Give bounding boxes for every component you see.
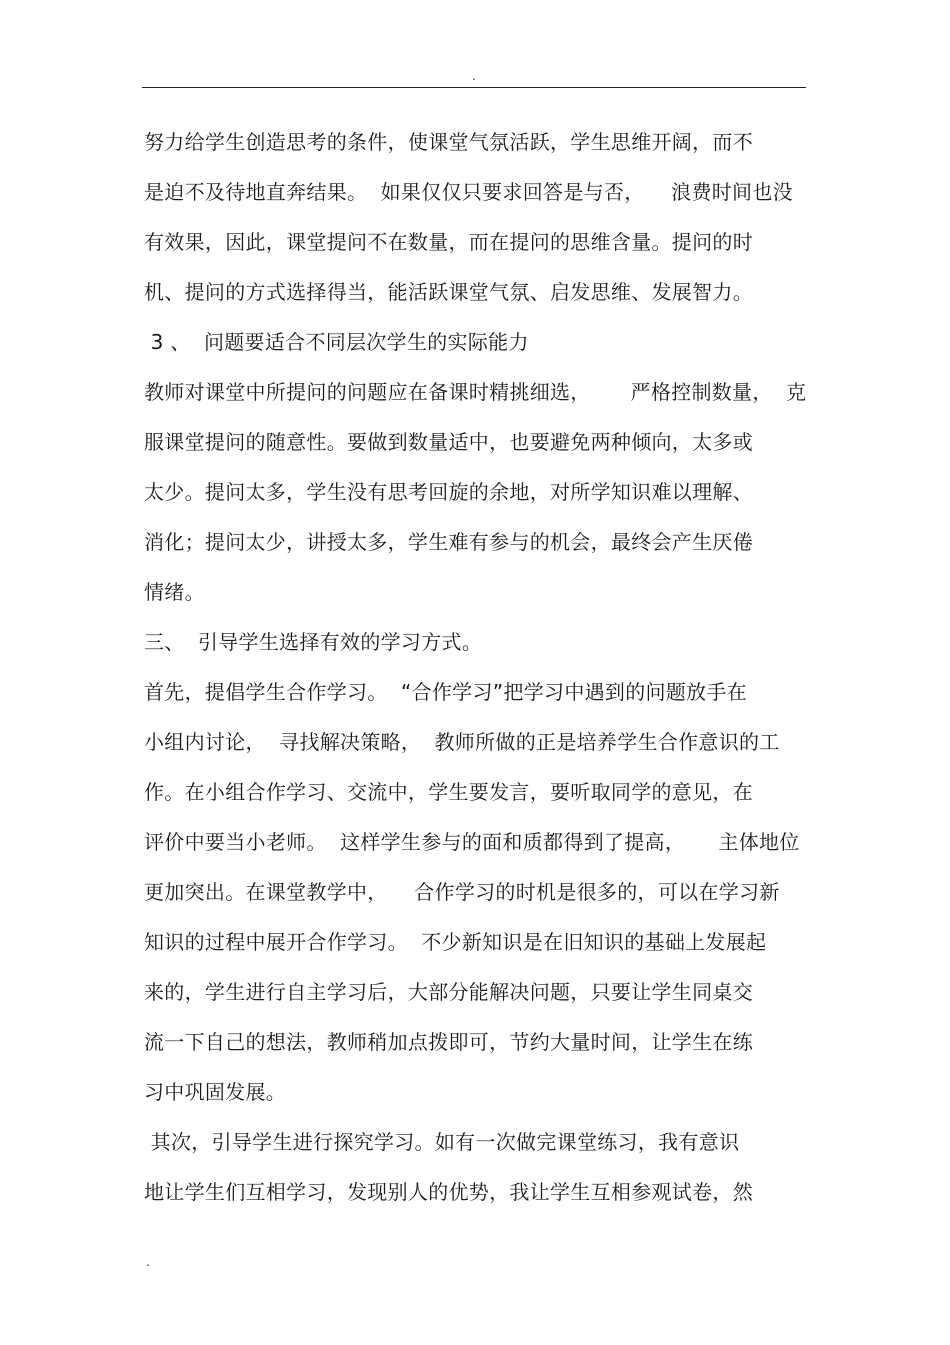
text-line: 评价中要当小老师。 这样学生参与的面和质都得到了提高， 主体地位 (144, 830, 800, 854)
text-line: 小组内讨论， 寻找解决策略， 教师所做的正是培养学生合作意识的工 (144, 730, 780, 754)
text-line: 知识的过程中展开合作学习。 不少新知识是在旧知识的基础上发展起 (144, 930, 767, 954)
text-line: 地让学生们互相学习，发现别人的优势，我让学生互相参观试卷，然 (144, 1180, 753, 1204)
text-line: 流一下自己的想法，教师稍加点拨即可，节约大量时间，让学生在练 (144, 1030, 753, 1054)
text-line: 机、提问的方式选择得当，能活跃课堂气氛、启发思维、发展智力。 (144, 280, 753, 304)
text-line: 情绪。 (144, 580, 205, 604)
text-line: 习中巩固发展。 (144, 1080, 287, 1104)
footer-mark: . (146, 1255, 150, 1269)
text-line: 努力给学生创造思考的条件，使课堂气氛活跃，学生思维开阔，而不 (144, 130, 753, 154)
text-line: 教师对课堂中所提问的问题应在备课时精挑细选， 严格控制数量， 克 (144, 380, 807, 404)
header-rule (142, 87, 806, 88)
section-heading: 3 、 问题要适合不同层次学生的实际能力 (144, 330, 529, 354)
text-line: 其次，引导学生进行探究学习。如有一次做完课堂练习，我有意识 (144, 1130, 740, 1154)
text-line: 作。在小组合作学习、交流中，学生要发言，要听取同学的意见，在 (144, 780, 753, 804)
section-heading: 三、 引导学生选择有效的学习方式。 (144, 630, 483, 654)
text-line: 是迫不及待地直奔结果。 如果仅仅只要求回答是与否， 浪费时间也没 (144, 180, 793, 204)
text-line: 首先，提倡学生合作学习。 “合作学习”把学习中遇到的问题放手在 (144, 680, 748, 704)
header-mark: . (472, 69, 476, 83)
text-line: 更加突出。在课堂教学中， 合作学习的时机是很多的，可以在学习新 (144, 880, 780, 904)
text-line: 服课堂提问的随意性。要做到数量适中，也要避免两种倾向，太多或 (144, 430, 753, 454)
text-line: 来的，学生进行自主学习后，大部分能解决问题，只要让学生同桌交 (144, 980, 753, 1004)
text-line: 太少。提问太多，学生没有思考回旋的余地，对所学知识难以理解、 (144, 480, 753, 504)
text-line: 有效果，因此，课堂提问不在数量，而在提问的思维含量。提问的时 (144, 230, 753, 254)
text-line: 消化；提问太少，讲授太多，学生难有参与的机会，最终会产生厌倦 (144, 530, 753, 554)
